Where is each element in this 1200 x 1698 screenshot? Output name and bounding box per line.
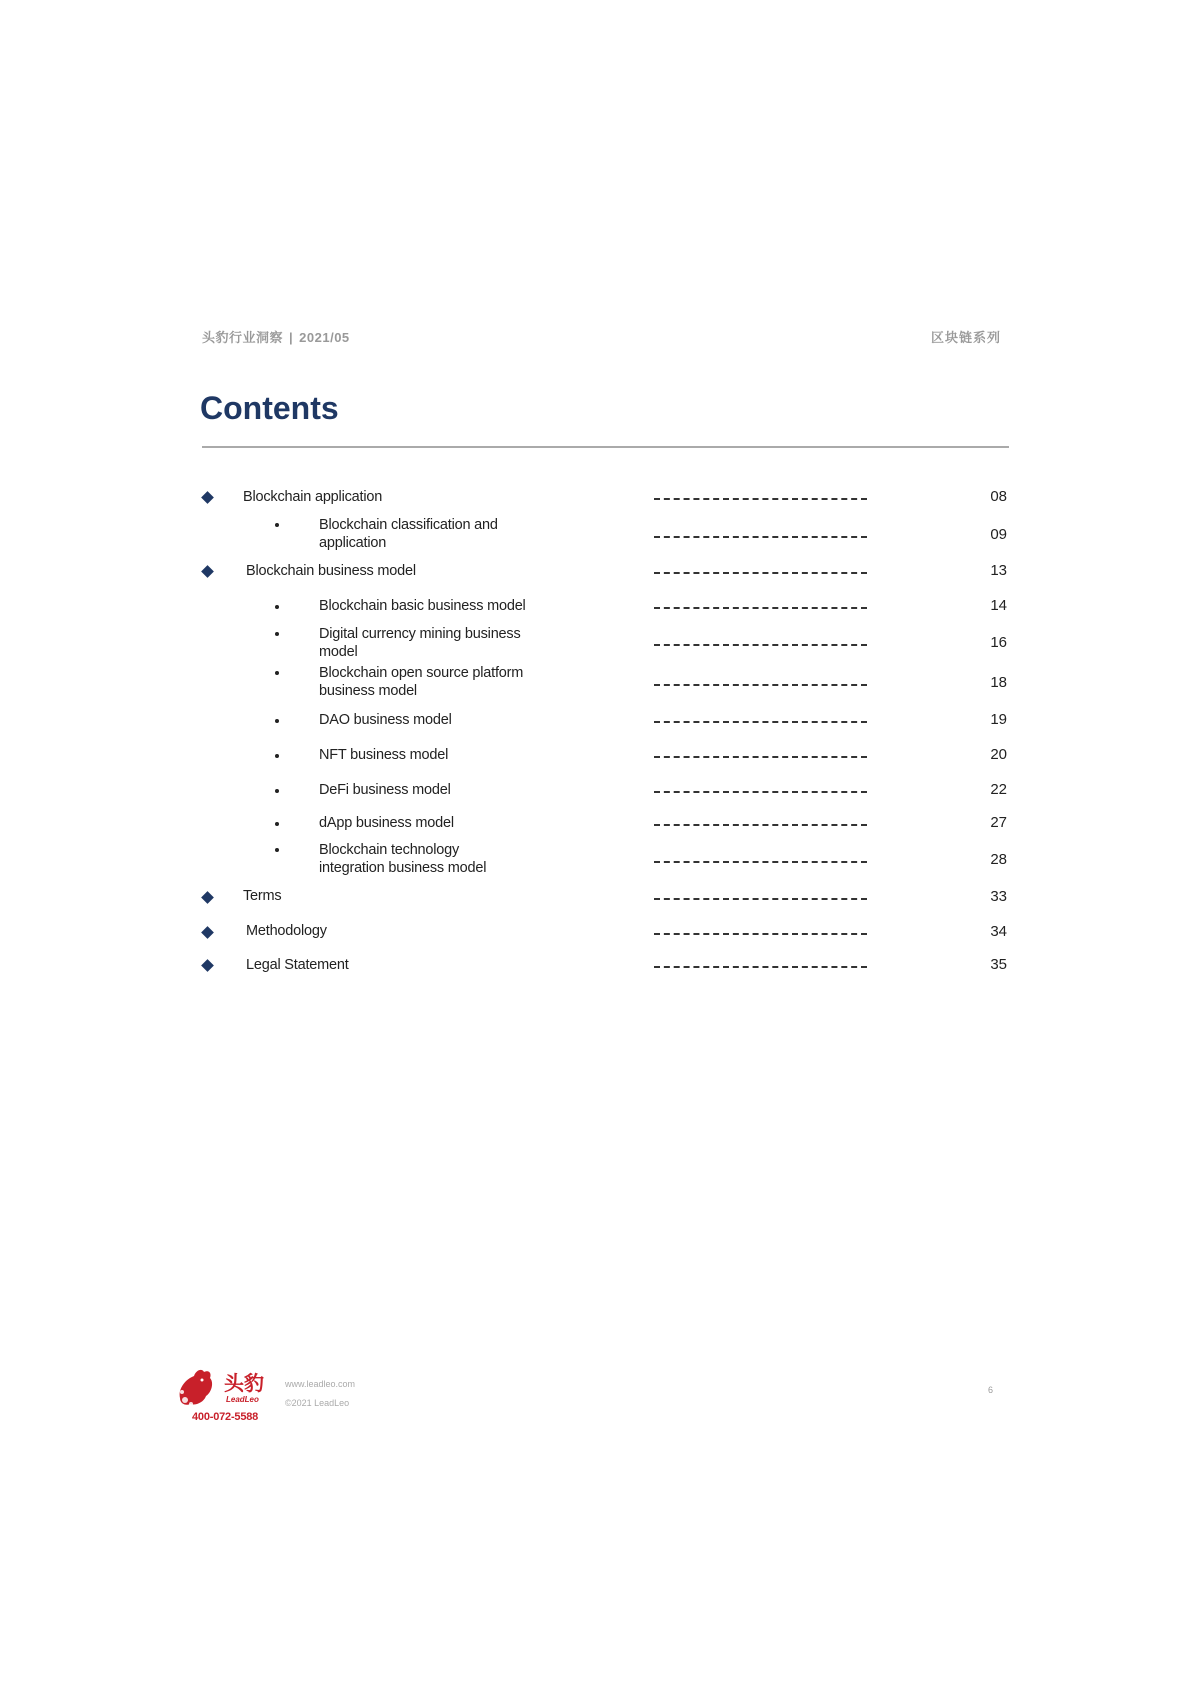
toc-label: Blockchain technology [319,842,460,858]
toc-label: Methodology [246,923,327,939]
diamond-bullet-icon [201,565,214,578]
dot-bullet-icon [275,523,279,527]
footer-phone: 400-072-5588 [192,1411,259,1423]
toc-label: DeFi business model [319,782,451,798]
toc-label-line-2: integration business model [319,860,487,876]
toc-label: Blockchain classification and [319,517,498,533]
dot-bullet-icon [275,632,279,636]
toc-label: DAO business model [319,712,452,728]
footer-website[interactable]: www.leadleo.com [285,1379,356,1389]
dot-bullet-icon [275,789,279,793]
dot-leader [654,498,867,500]
toc-page-number: 22 [990,781,1007,798]
toc-page-number: 16 [990,634,1007,651]
dot-leader [654,756,867,758]
toc-page-number: 28 [990,851,1007,868]
dot-leader [654,572,867,574]
toc-label: Blockchain business model [246,563,416,579]
dot-bullet-icon [275,754,279,758]
header-date: 2021/05 [299,330,350,345]
toc-label: Legal Statement [246,957,349,973]
dot-bullet-icon [275,719,279,723]
diamond-bullet-icon [201,926,214,939]
diamond-bullet-icon [201,891,214,904]
dot-leader [654,721,867,723]
toc-label: Digital currency mining business [319,626,521,642]
logo-text: 头豹 [224,1373,264,1395]
footer-copyright: ©2021 LeadLeo [285,1398,350,1408]
dot-leader [654,791,867,793]
toc-label-line-2: model [319,644,358,660]
dot-bullet-icon [275,848,279,852]
toc-label-line-2: business model [319,683,417,699]
toc-page-number: 27 [990,814,1007,831]
diamond-bullet-icon [201,959,214,972]
toc-label: NFT business model [319,747,449,763]
header-series: 区块链系列 [930,330,1001,345]
dot-bullet-icon [275,671,279,675]
dot-leader [654,684,867,686]
toc-page-number: 18 [990,674,1007,691]
dot-leader [654,898,867,900]
diamond-bullet-icon [201,491,214,504]
dot-leader [654,861,867,863]
dot-leader [654,536,867,538]
header-separator: | [289,330,294,345]
toc-page-number: 19 [990,711,1007,728]
dot-leader [654,644,867,646]
toc-page-number: 13 [990,562,1007,579]
dot-bullet-icon [275,605,279,609]
logo-subtext: LeadLeo [226,1395,259,1404]
toc-label: dApp business model [319,815,454,831]
toc-page-number: 35 [990,956,1007,973]
title-divider [202,446,1009,448]
dot-bullet-icon [275,822,279,826]
toc-page-number: 09 [990,526,1007,543]
header-report-title: 头豹行业洞察 [202,330,284,345]
toc-label: Blockchain application [243,489,383,505]
toc-label-line-2: application [319,535,387,551]
page-title: Contents [200,390,339,426]
dot-leader [654,933,867,935]
dot-leader [654,607,867,609]
dot-leader [654,824,867,826]
toc-page-number: 14 [990,597,1007,614]
toc-label: Terms [243,888,282,904]
toc-page-number: 33 [990,888,1007,905]
header-left [202,327,350,346]
toc-label: Blockchain open source platform [319,665,524,681]
toc-label: Blockchain basic business model [319,598,526,614]
dot-leader [654,966,867,968]
toc-page-number: 34 [990,923,1007,940]
footer-page-number: 6 [988,1385,994,1395]
toc-page-number: 08 [990,488,1007,505]
toc-page-number: 20 [990,746,1007,763]
